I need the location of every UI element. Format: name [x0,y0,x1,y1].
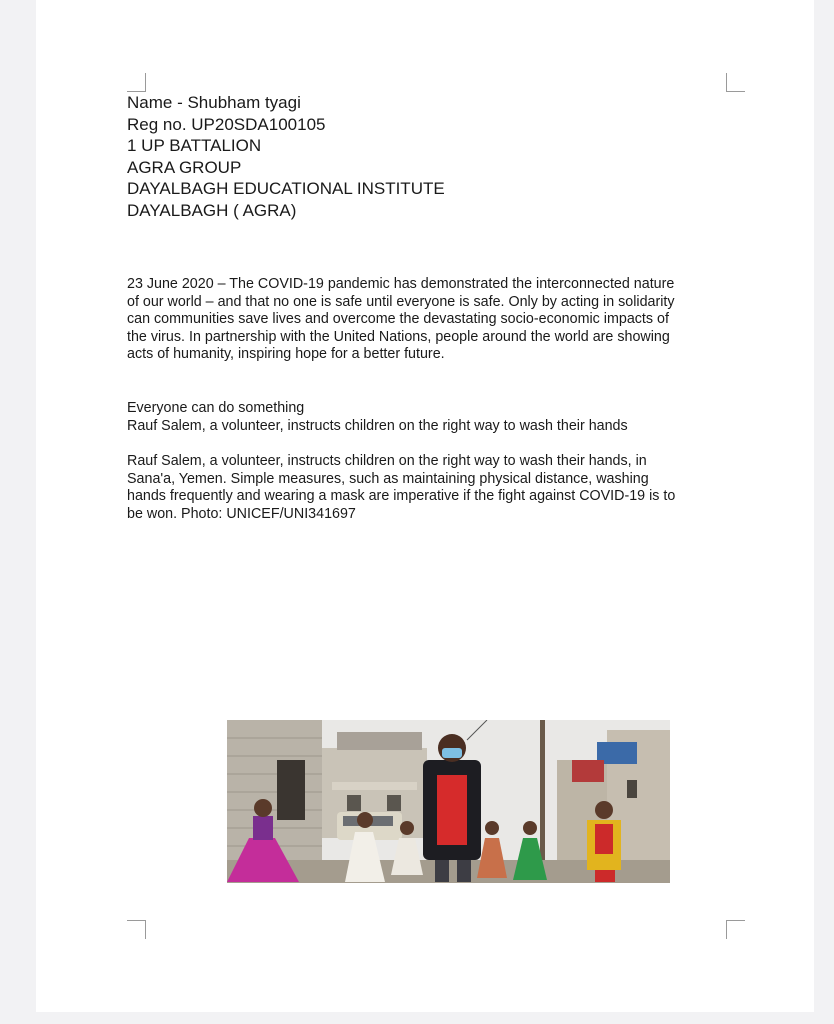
author-details [127,92,687,222]
text-line: Everyone can do something [127,400,305,416]
group-line: AGRA GROUP [127,157,242,177]
volunteer-children-photo [227,720,670,883]
text-line: of our world – and that no one is safe until everyone is safe. Only by acting in solidarity [127,293,675,310]
text-line: Sana'a, Yemen. Simple measures, such as maintaining physical distance, washing [127,470,649,487]
text-line: hands frequently and wearing a mask are imperative if the fight against COVID-19 is to [127,488,676,505]
text-line: the virus. In partnership with the United Nations, people around the world are showing [127,328,670,345]
name-line: Name - Shubham tyagi [127,93,301,112]
text-line: 23 June 2020 – The COVID-19 pandemic has demonstrated the interconnected nature [127,276,675,292]
battalion-line: 1 UP BATTALION [127,136,262,156]
text-line: Rauf Salem, a volunteer, instructs children on the right way to wash their hands [127,417,628,434]
location-line: DAYALBAGH ( AGRA) [127,200,297,220]
text-line: be won. Photo: UNICEF/UNI341697 [127,505,356,522]
text-line: acts of humanity, inspiring hope for a better future. [127,346,445,363]
institute-line: DAYALBAGH EDUCATIONAL INSTITUTE [127,179,445,199]
crop-mark-top-right [726,73,745,92]
crop-mark-bottom-left [127,920,146,939]
reg-no-line: Reg no. UP20SDA100105 [127,114,326,134]
text-line: Rauf Salem, a volunteer, instructs children on the right way to wash their hands, in [127,453,647,469]
text-line: can communities save lives and overcome the devastating socio-economic impacts of [127,311,669,328]
caption-paragraph [127,453,727,523]
crop-mark-top-left [127,73,146,92]
crop-mark-bottom-right [726,920,745,939]
subheading-paragraph [127,400,727,435]
document-page [36,0,814,1012]
intro-paragraph [127,276,727,364]
